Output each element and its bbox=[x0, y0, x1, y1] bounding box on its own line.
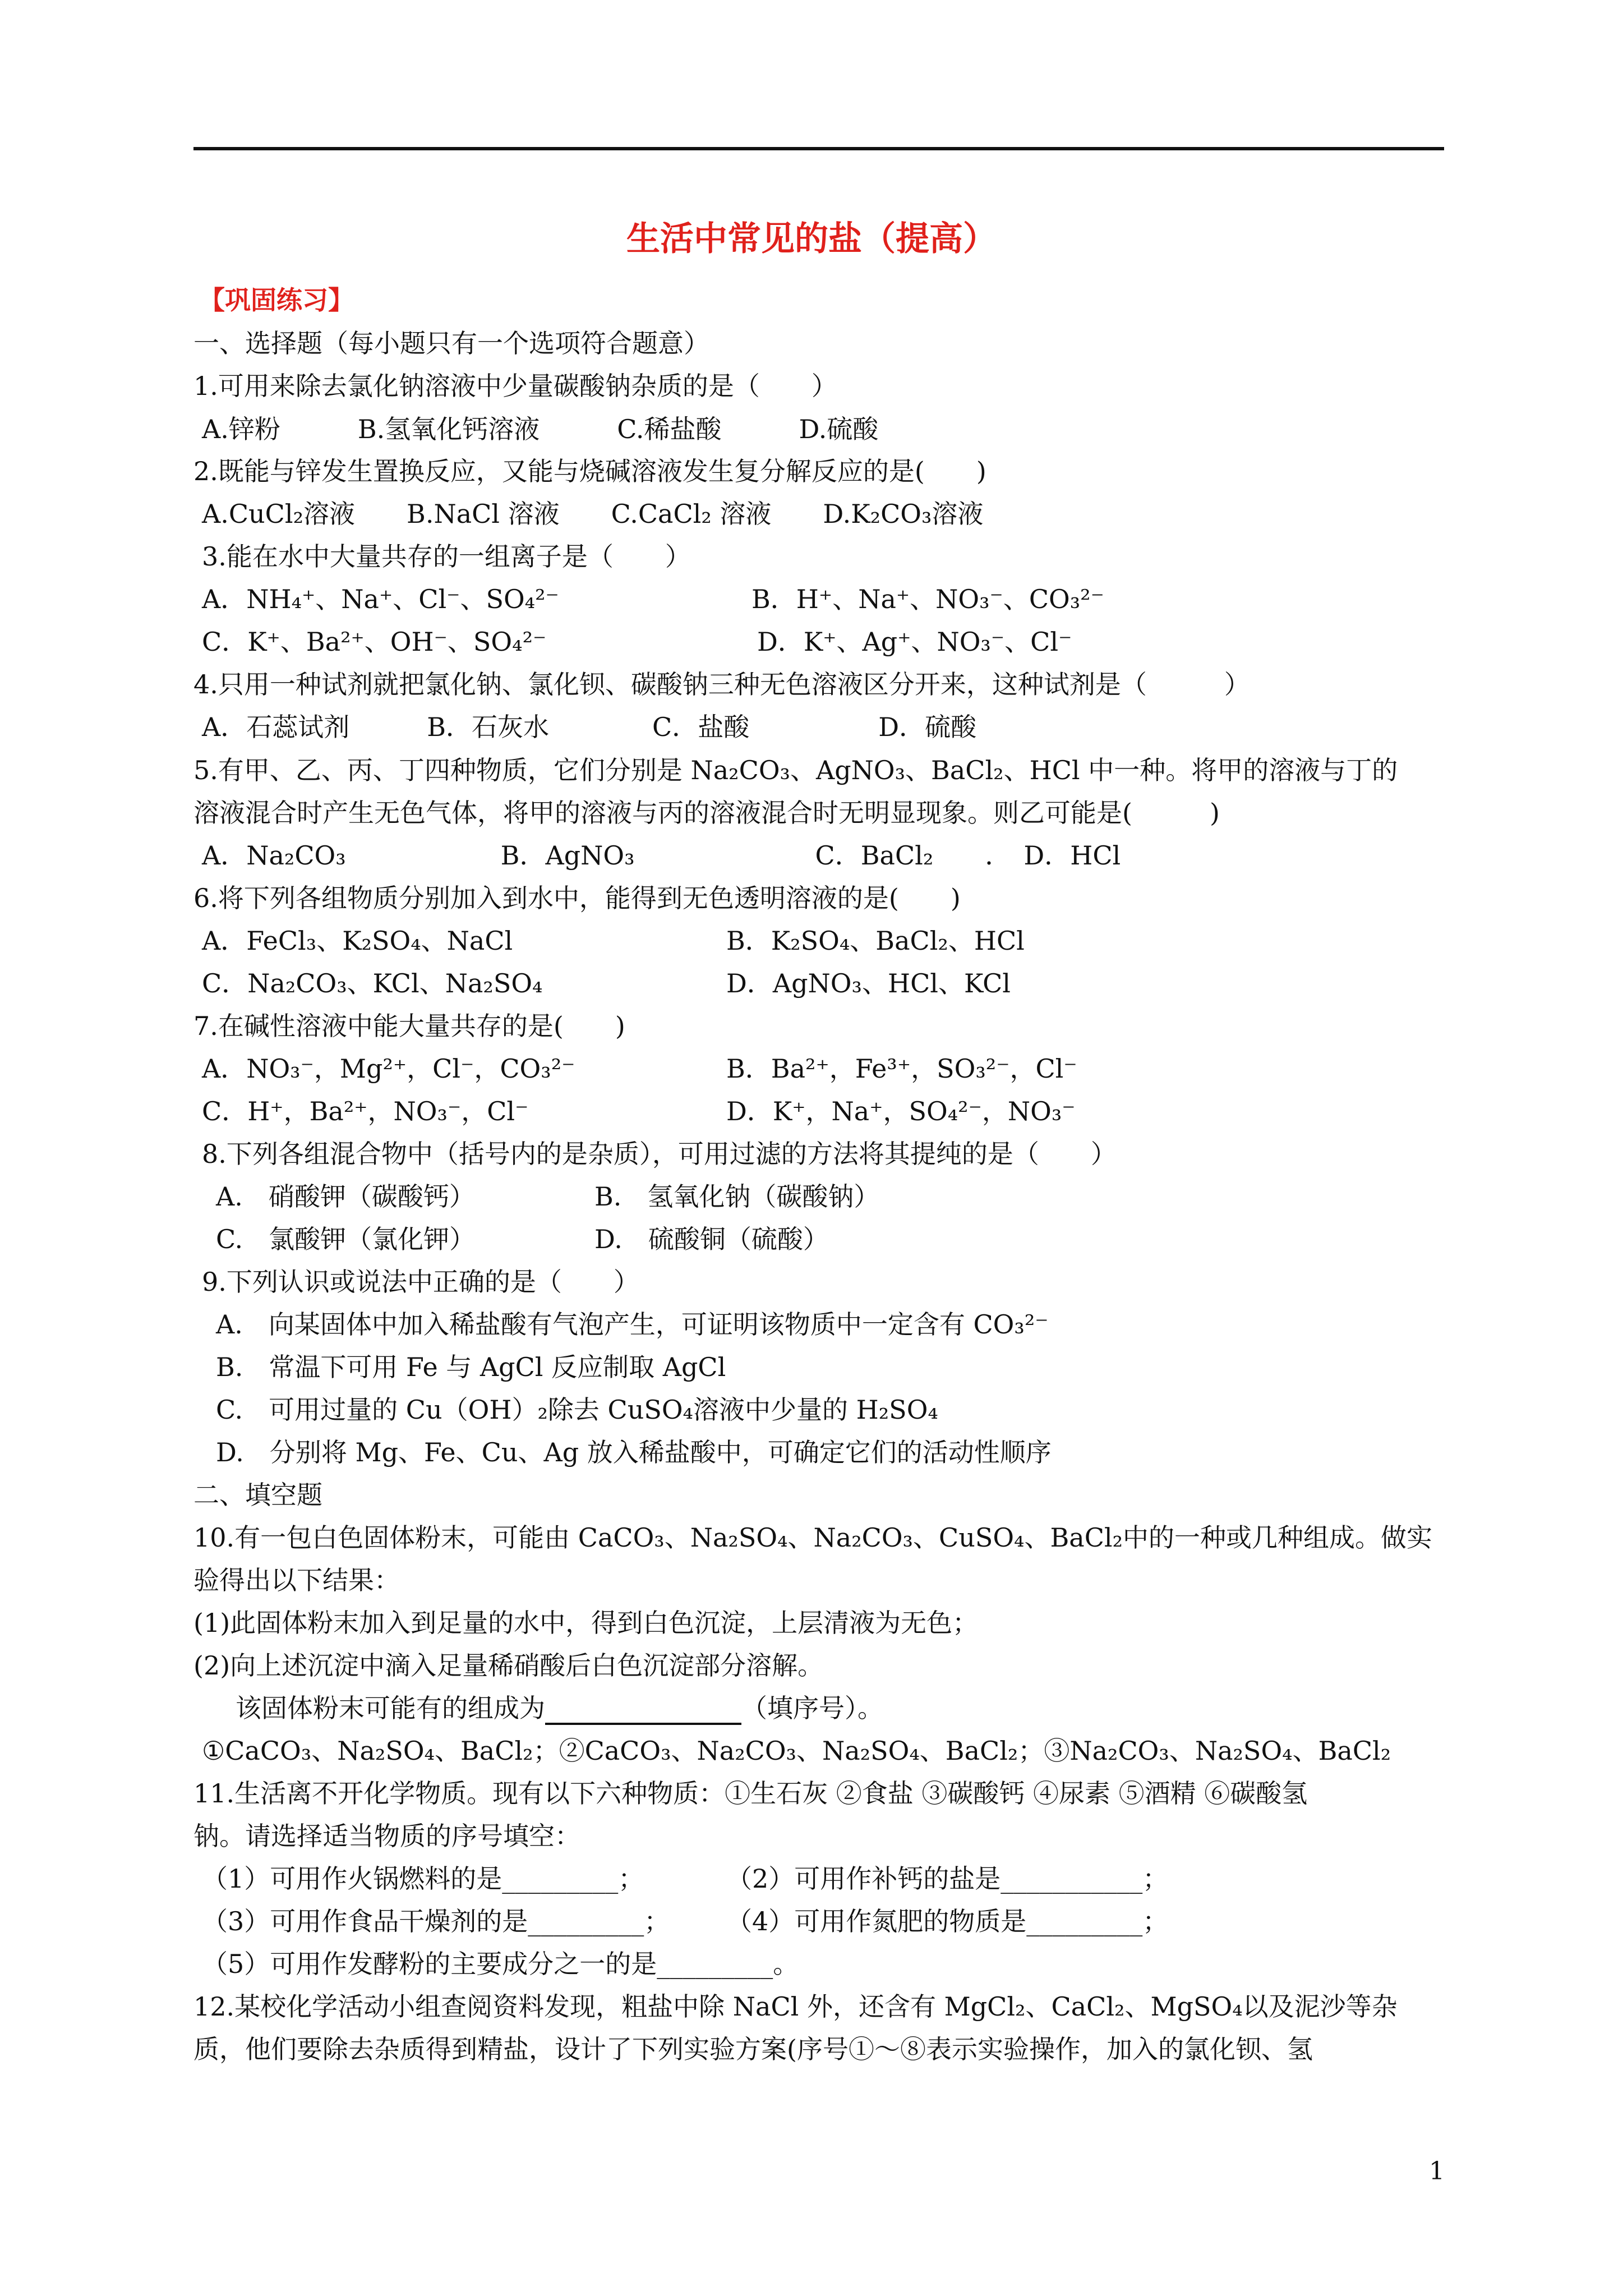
question-8-option-a: A. 硝酸钾（碳酸钙） bbox=[216, 1181, 475, 1212]
question-8: 8.下列各组混合物中（括号内的是杂质），可用过滤的方法将其提纯的是（ ） bbox=[202, 1139, 1117, 1169]
question-9: 9.下列认识或说法中正确的是（ ） bbox=[202, 1267, 639, 1297]
question-10-line-3: (1)此固体粉末加入到足量的水中，得到白色沉淀，上层清液为无色； bbox=[193, 1608, 979, 1638]
section-label: 【巩固练习】 bbox=[199, 285, 354, 315]
question-7-option-a: A．NO₃⁻，Mg²⁺，Cl⁻，CO₃²⁻ bbox=[202, 1053, 575, 1084]
page-number: 1 bbox=[1429, 2157, 1445, 2185]
question-11-item-2: （2）可用作补钙的盐是___________； bbox=[726, 1864, 1169, 1894]
question-10-line-2: 验得出以下结果： bbox=[193, 1565, 400, 1595]
question-3: 3.能在水中大量共存的一组离子是（ ） bbox=[202, 541, 691, 572]
question-2-options: A.CuCl₂溶液 B.NaCl 溶液 C.CaCl₂ 溶液 D.K₂CO₃溶液 bbox=[202, 499, 984, 529]
question-11-line-2: 钠。请选择适当物质的序号填空： bbox=[193, 1821, 580, 1851]
question-11-item-4: （4）可用作氮肥的物质是_________； bbox=[726, 1906, 1169, 1936]
question-12-line-2: 质，他们要除去杂质得到精盐，设计了下列实验方案(序号①～⑧表示实验操作，加入的氯化钡、氢 bbox=[193, 2034, 1313, 2064]
part-heading-2: 二、填空题 bbox=[193, 1480, 322, 1510]
question-4: 4.只用一种试剂就把氯化钠、氯化钡、碳酸钠三种无色溶液区分开来，这种试剂是（ ） bbox=[193, 669, 1250, 700]
question-3-option-b: B．H⁺、Na⁺、NO₃⁻、CO₃²⁻ bbox=[751, 584, 1104, 614]
question-5-line-1: 5.有甲、乙、丙、丁四种物质，它们分别是 Na₂CO₃、AgNO₃、BaCl₂、HCl 中一种。将甲的溶液与丁的 bbox=[193, 755, 1398, 785]
question-9-option-c: C. 可用过量的 Cu（OH）₂除去 CuSO₄溶液中少量的 H₂SO₄ bbox=[216, 1395, 938, 1425]
question-10-line-4: (2)向上述沉淀中滴入足量稀硝酸后白色沉淀部分溶解。 bbox=[193, 1650, 824, 1681]
question-7-option-d: D．K⁺，Na⁺，SO₄²⁻，NO₃⁻ bbox=[726, 1096, 1076, 1126]
question-5-line-2: 溶液混合时产生无色气体，将甲的溶液与丙的溶液混合时无明显现象。则乙可能是( ) bbox=[193, 798, 1220, 828]
question-7-option-b: B．Ba²⁺，Fe³⁺，SO₃²⁻，Cl⁻ bbox=[726, 1053, 1077, 1084]
part-heading: 一、选择题（每小题只有一个选项符合题意） bbox=[193, 328, 709, 358]
question-10-answer-line: 该固体粉末可能有的组成为 （填序号）。 bbox=[236, 1691, 883, 1725]
header-rule bbox=[193, 147, 1444, 150]
question-1: 1.可用来除去氯化钠溶液中少量碳酸钠杂质的是（ ） bbox=[193, 371, 837, 401]
question-10-line-1: 10.有一包白色固体粉末，可能由 CaCO₃、Na₂SO₄、Na₂CO₃、CuSO₄、BaCl₂中的一种或几种组成。做实 bbox=[193, 1522, 1433, 1553]
question-9-option-a: A. 向某固体中加入稀盐酸有气泡产生，可证明该物质中一定含有 CO₃²⁻ bbox=[216, 1309, 1049, 1340]
question-8-option-c: C. 氯酸钾（氯化钾） bbox=[216, 1224, 476, 1254]
question-8-option-b: B. 氢氧化钠（碳酸钠） bbox=[594, 1181, 880, 1212]
question-6: 6.将下列各组物质分别加入到水中，能得到无色透明溶液的是( ) bbox=[193, 883, 961, 913]
question-12-line-1: 12.某校化学活动小组查阅资料发现，粗盐中除 NaCl 外，还含有 MgCl₂、CaCl₂、MgSO₄以及泥沙等杂 bbox=[193, 1991, 1398, 2022]
question-7-option-c: C．H⁺，Ba²⁺，NO₃⁻，Cl⁻ bbox=[202, 1096, 529, 1126]
question-4-options: A．石蕊试剂 B．石灰水 C．盐酸 D．硫酸 bbox=[202, 712, 977, 742]
question-6-option-d: D．AgNO₃、HCl、KCl bbox=[726, 968, 1011, 999]
question-2: 2.既能与锌发生置换反应，又能与烧碱溶液发生复分解反应的是( ) bbox=[193, 456, 986, 486]
question-3-option-c: C．K⁺、Ba²⁺、OH⁻、SO₄²⁻ bbox=[202, 627, 547, 657]
question-1-options: A.锌粉 B.氢氧化钙溶液 C.稀盐酸 D.硫酸 bbox=[202, 414, 879, 444]
question-11-item-5: （5）可用作发酵粉的主要成分之一的是_________。 bbox=[202, 1949, 799, 1979]
question-3-option-a: A．NH₄⁺、Na⁺、Cl⁻、SO₄²⁻ bbox=[202, 584, 559, 614]
question-6-option-a: A．FeCl₃、K₂SO₄、NaCl bbox=[202, 926, 513, 956]
question-6-option-c: C．Na₂CO₃、KCl、Na₂SO₄ bbox=[202, 968, 543, 999]
question-9-option-d: D. 分别将 Mg、Fe、Cu、Ag 放入稀盐酸中，可确定它们的活动性顺序 bbox=[216, 1437, 1052, 1467]
page-title: 生活中常见的盐（提高） bbox=[626, 219, 997, 259]
question-8-option-d: D. 硫酸铜（硫酸） bbox=[594, 1224, 829, 1254]
question-11-item-1: （1）可用作火锅燃料的是_________； bbox=[202, 1864, 644, 1894]
question-7: 7.在碱性溶液中能大量共存的是( ) bbox=[193, 1011, 625, 1041]
question-11-line-1: 11.生活离不开化学物质。现有以下六种物质：①生石灰 ②食盐 ③碳酸钙 ④尿素 ⑤酒精 ⑥碳酸氢 bbox=[193, 1778, 1308, 1809]
question-10-choices: ①CaCO₃、Na₂SO₄、BaCl₂；②CaCO₃、Na₂CO₃、Na₂SO₄、BaCl₂；③Na₂CO₃、Na₂SO₄、BaCl₂ bbox=[202, 1736, 1391, 1766]
question-3-option-d: D．K⁺、Ag⁺、NO₃⁻、Cl⁻ bbox=[757, 627, 1072, 657]
question-9-option-b: B. 常温下可用 Fe 与 AgCl 反应制取 AgCl bbox=[216, 1352, 726, 1382]
question-11-item-3: （3）可用作食品干燥剂的是_________； bbox=[202, 1906, 670, 1936]
question-5-options: A．Na₂CO₃ B．AgNO₃ C．BaCl₂ ． D．HCl bbox=[202, 840, 1121, 871]
answer-blank[interactable] bbox=[545, 1698, 741, 1725]
question-6-option-b: B．K₂SO₄、BaCl₂、HCl bbox=[726, 926, 1025, 956]
